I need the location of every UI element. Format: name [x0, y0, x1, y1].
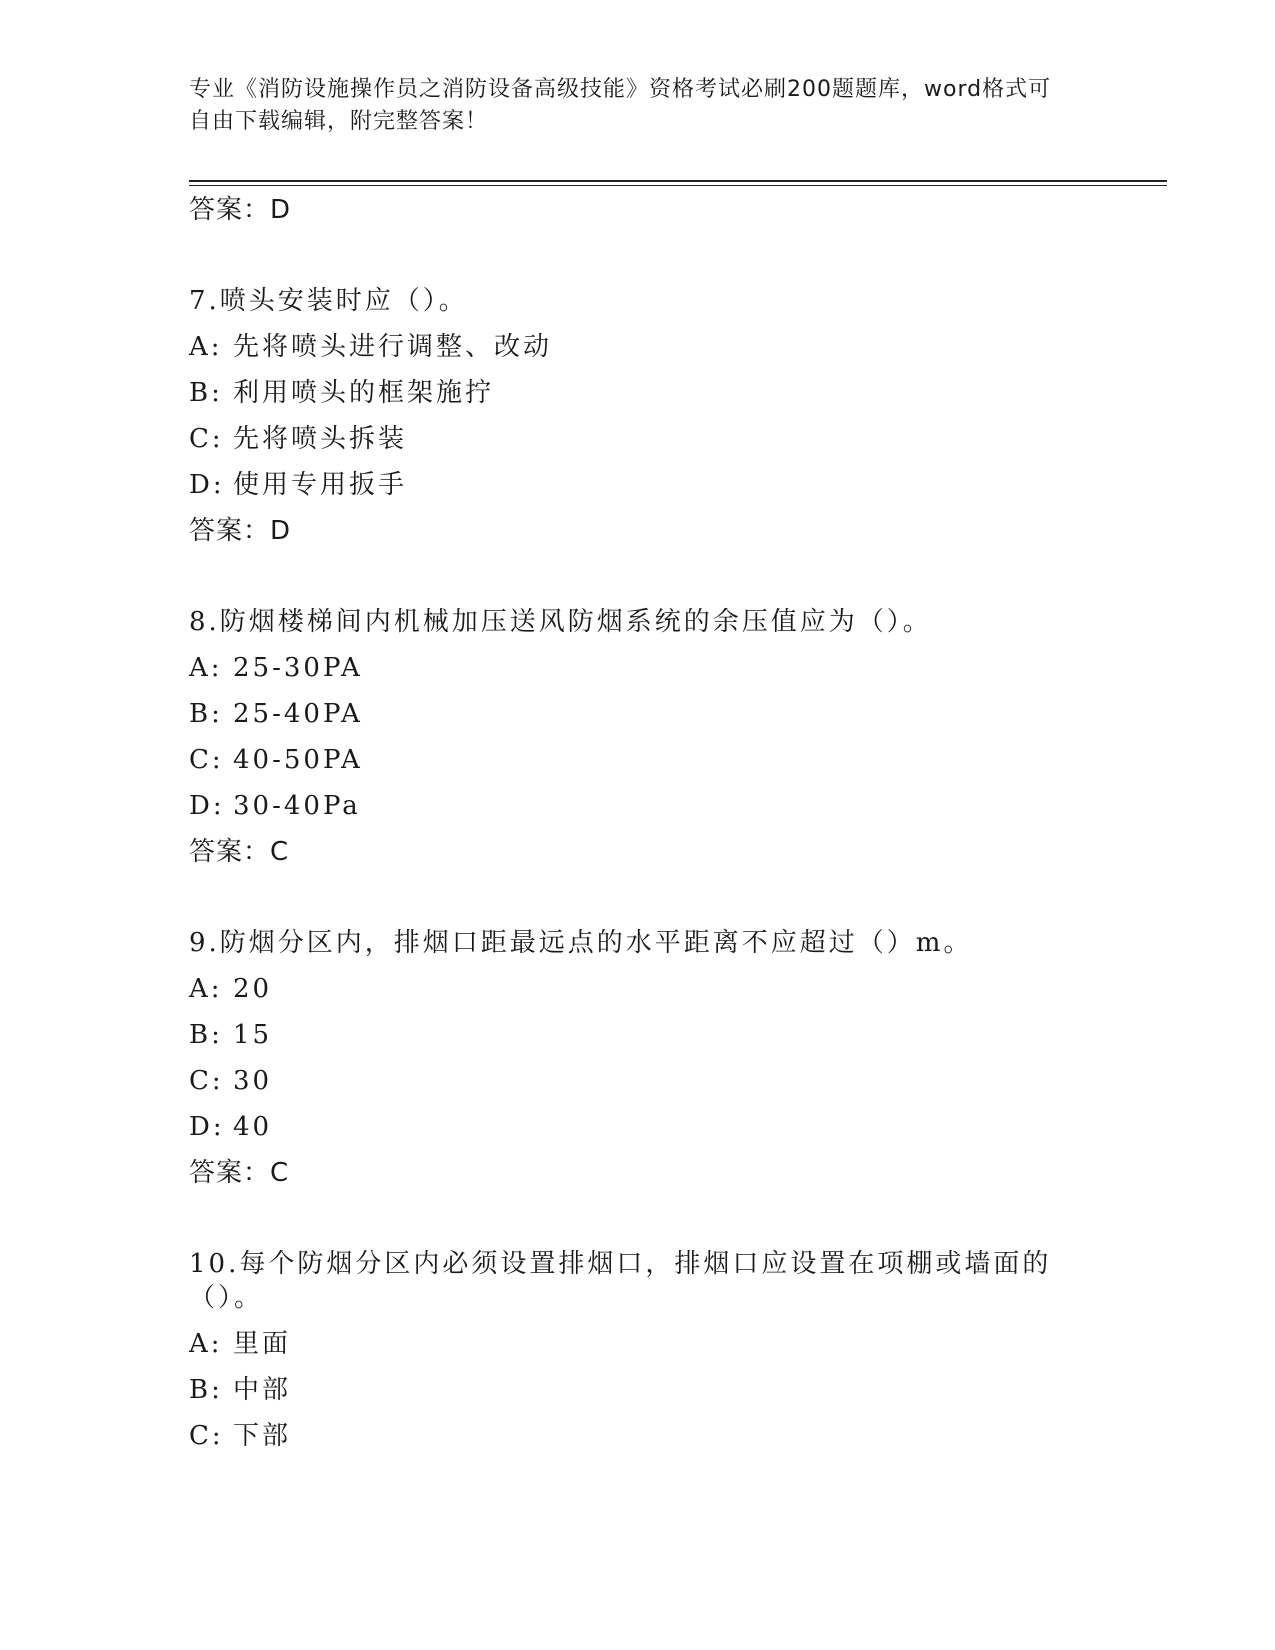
option-key: C: [189, 1421, 224, 1451]
option-text: 40-50PA [233, 745, 363, 775]
option-key: A: [189, 332, 223, 362]
option-b [189, 697, 1089, 731]
option-b [189, 1018, 1089, 1052]
question-stem: 7.喷头安装时应（）。 [189, 286, 468, 316]
question-list [189, 193, 1089, 1465]
option-c [189, 1064, 1089, 1098]
question-block [189, 926, 1089, 1190]
question-block [189, 605, 1089, 869]
option-text: 下部 [233, 1421, 292, 1451]
document-header: 专业《消防设施操作员之消防设备高级技能》资格考试必刷200题题库，word格式可自由下载编辑，附完整答案！ [189, 77, 1052, 134]
option-key: C: [189, 424, 224, 454]
option-key: B: [189, 1375, 223, 1405]
option-c [189, 1419, 1089, 1453]
option-key: A: [189, 653, 223, 683]
option-a [189, 1327, 1089, 1361]
option-key: B: [189, 1020, 223, 1050]
option-a [189, 651, 1089, 685]
option-b [189, 1373, 1089, 1407]
option-a [189, 972, 1089, 1006]
option-key: A: [189, 1329, 223, 1359]
question-block [189, 1247, 1089, 1453]
question-stem: 8.防烟楼梯间内机械加压送风防烟系统的余压值应为（）。 [189, 607, 932, 637]
option-key: C: [189, 745, 224, 775]
option-d [189, 789, 1089, 823]
question-stem: 9.防烟分区内，排烟口距最远点的水平距离不应超过（）m。 [189, 928, 973, 958]
option-key: D: [189, 791, 225, 821]
option-text: 先将喷头进行调整、改动 [233, 332, 553, 362]
answer-line: 答案：D [189, 516, 292, 546]
header-divider [189, 180, 1167, 182]
option-text: 25-30PA [233, 653, 363, 683]
option-key: D: [189, 1112, 225, 1142]
option-key: A: [189, 974, 223, 1004]
answer-line: 答案：C [189, 1158, 290, 1188]
option-c [189, 422, 1089, 456]
option-key: D: [189, 470, 225, 500]
option-text: 利用喷头的框架施拧 [233, 378, 495, 408]
option-c [189, 743, 1089, 777]
option-text: 30 [233, 1066, 273, 1096]
option-b [189, 376, 1089, 410]
option-text: 先将喷头拆装 [233, 424, 408, 454]
option-text: 里面 [233, 1329, 292, 1359]
option-a [189, 330, 1089, 364]
option-text: 15 [233, 1020, 273, 1050]
option-text: 20 [233, 974, 273, 1004]
question-stem: 10.每个防烟分区内必须设置排烟口，排烟口应设置在项棚或墙面的（）。 [189, 1249, 1052, 1313]
header-divider-thin [189, 185, 1167, 186]
option-d [189, 1110, 1089, 1144]
answer-line: 答案：C [189, 837, 290, 867]
answer-line: 答案：D [189, 195, 292, 225]
option-key: B: [189, 699, 223, 729]
option-d [189, 468, 1089, 502]
question-block [189, 284, 1089, 548]
option-text: 40 [233, 1112, 273, 1142]
option-text: 中部 [233, 1375, 292, 1405]
option-text: 25-40PA [233, 699, 363, 729]
option-key: B: [189, 378, 223, 408]
option-text: 30-40Pa [233, 791, 361, 821]
option-key: C: [189, 1066, 224, 1096]
option-text: 使用专用扳手 [233, 470, 408, 500]
